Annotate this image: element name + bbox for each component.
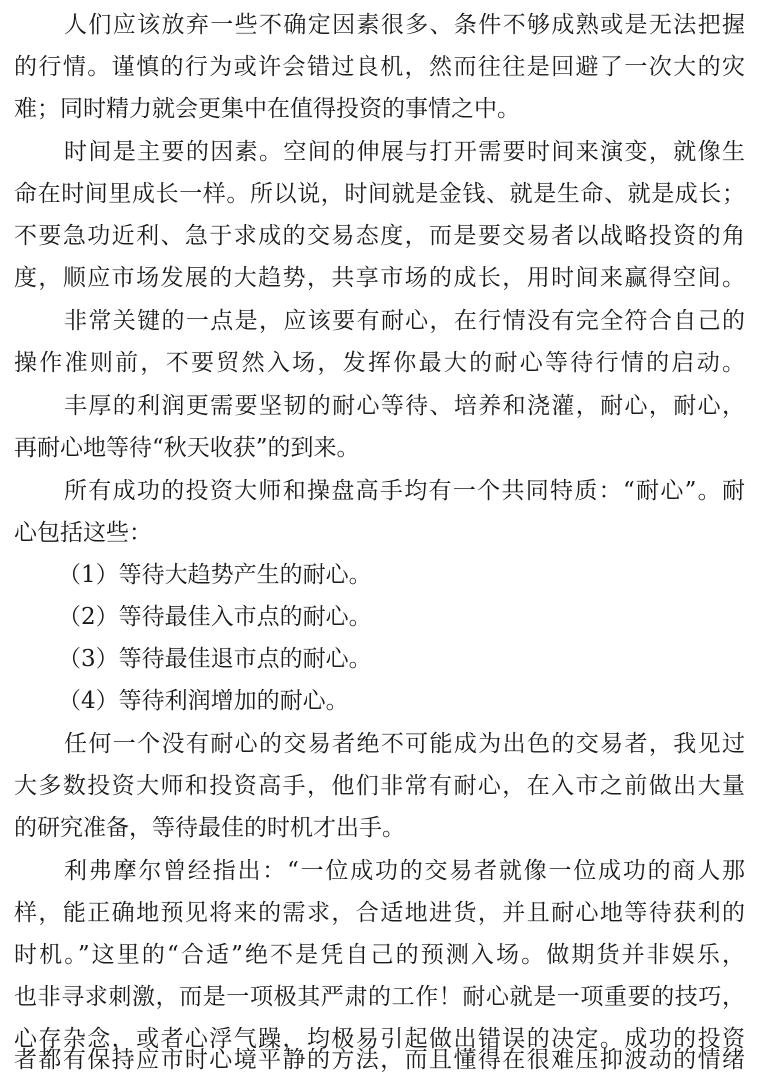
text-line: 的行情。谨慎的行为或许会错过良机，然而往往是回避了一次大的灾 [14,54,745,80]
text-line: 心存杂念，或者心浮气躁，均极易引起做出错误的决定。成功的投资 [14,1026,745,1052]
text-line: 所有成功的投资大师和操盘高手均有一个共同特质：“耐心”。耐 [64,478,745,504]
text-line: 样，能正确地预见将来的需求，合适地进货，并且耐心地等待获利的 [14,900,745,926]
text-line: 心包括这些： [14,520,152,546]
text-line: 非常关键的一点是，应该要有耐心，在行情没有完全符合自己的 [64,308,745,334]
list-item: （4）等待利润增加的耐心。 [58,688,349,714]
text-line: 命在时间里成长一样。所以说，时间就是金钱、就是生命、就是成长； [14,181,745,207]
text-line: 操作准则前，不要贸然入场，发挥你最大的耐心等待行情的启动。 [14,350,745,376]
list-item: （3）等待最佳退市点的耐心。 [58,646,372,672]
text-line: 难；同时精力就会更集中在值得投资的事情之中。 [14,96,520,122]
text-line: 者都有保持应市时心境平静的方法，而且懂得在很难压抑波动的情绪 [14,1047,745,1073]
text-line: 丰厚的利润更需要坚韧的耐心等待、培养和浇灌，耐心，耐心， [64,393,745,419]
text-line: 任何一个没有耐心的交易者绝不可能成为出色的交易者，我见过 [64,731,745,757]
text-line: 不要急功近利、急于求成的交易态度，而是要交易者以战略投资的角 [14,223,745,249]
list-item: （2）等待最佳入市点的耐心。 [58,604,372,630]
text-line: 再耐心地等待“秋天收获”的到来。 [14,435,360,461]
text-line: 度，顺应市场发展的大趋势，共享市场的成长，用时间来赢得空间。 [14,265,745,291]
text-line: 时间是主要的因素。空间的伸展与打开需要时间来演变，就像生 [64,139,745,165]
text-line: 利弗摩尔曾经指出：“一位成功的交易者就像一位成功的商人那 [64,858,745,884]
text-line: 大多数投资大师和投资高手，他们非常有耐心，在入市之前做出大量 [14,773,745,799]
list-item: （1）等待大趋势产生的耐心。 [58,562,372,588]
text-line: 的研究准备，等待最佳的时机才出手。 [14,815,405,841]
text-line: 人们应该放弃一些不确定因素很多、条件不够成熟或是无法把握 [64,12,745,38]
text-line: 时机。”这里的“合适”绝不是凭自己的预测入场。做期货并非娱乐， [14,942,745,968]
text-line: 也非寻求刺激，而是一项极其严肃的工作！耐心就是一项重要的技巧， [14,984,745,1010]
